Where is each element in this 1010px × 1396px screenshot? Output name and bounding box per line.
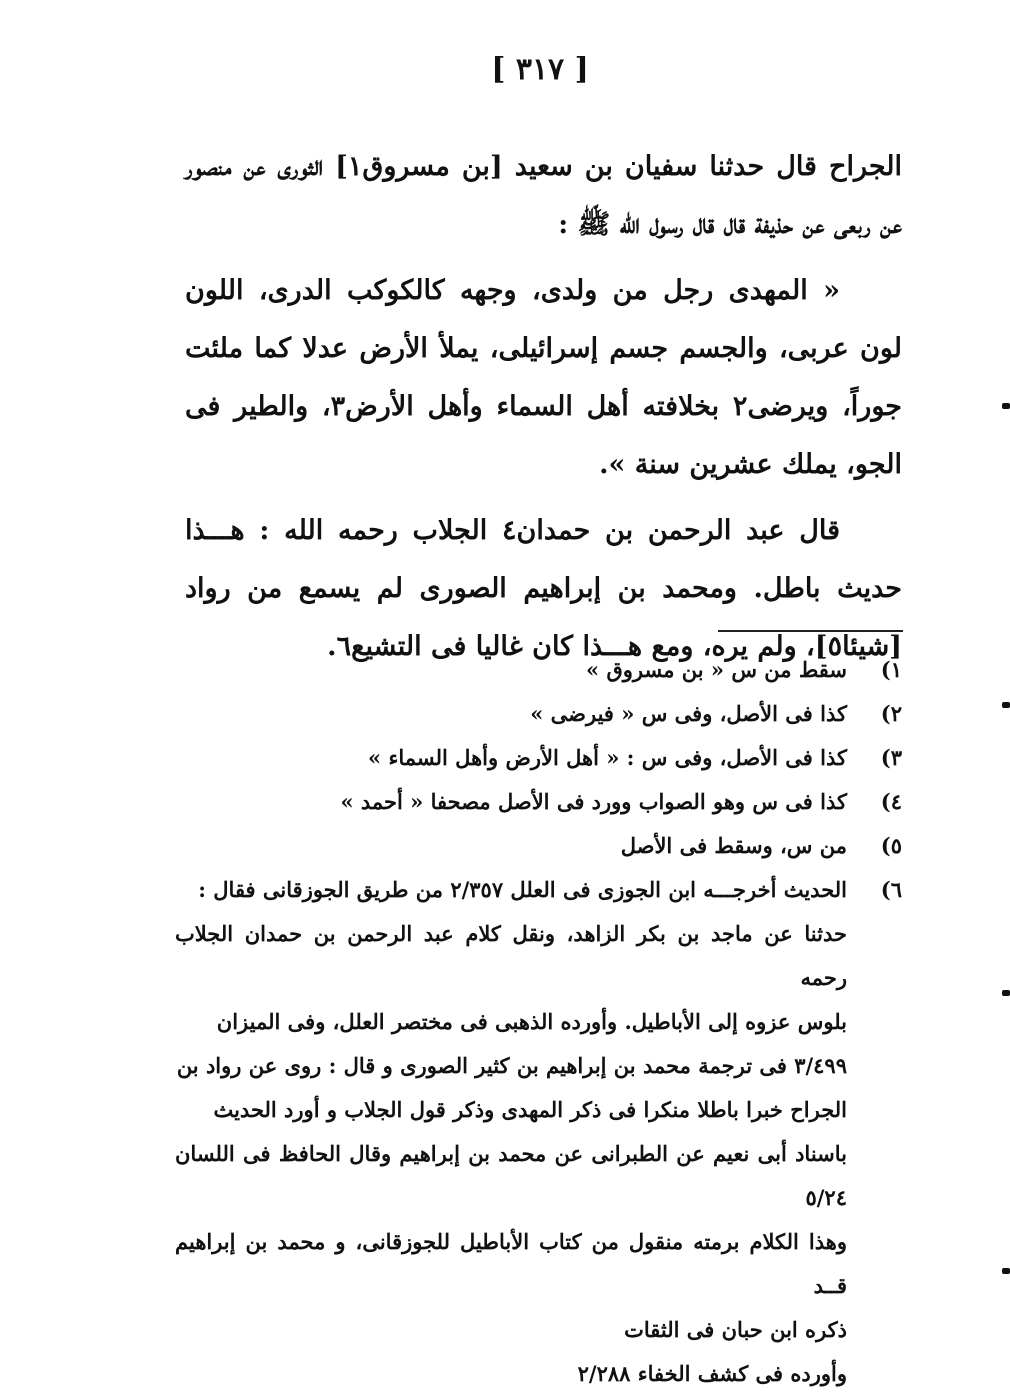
main-text — [185, 138, 902, 684]
main-paragraph-hadith-chain: الجراح قال حدثنا سفيان بن سعيد [بن مسروق١] الثورى عن منصور عن ربعى عن حذيفة قال قال رسول الله ﷺ : — [185, 151, 902, 240]
scan-edge-mark — [1002, 403, 1010, 409]
footnote-number: ٣) — [880, 745, 902, 770]
footnote-text: كذا فى س وهو الصواب وورد فى الأصل مصحفا « أحمد » — [340, 789, 847, 814]
footnote — [175, 868, 902, 1396]
footnote-number: ١) — [880, 657, 902, 682]
footnotes — [175, 648, 902, 1396]
footnote — [175, 780, 902, 824]
footnote-text-line: ٣/٤٩٩ فى ترجمة محمد بن إبراهيم بن كثير الصورى و قال : روى عن رواد بن — [176, 1053, 847, 1078]
scan-edge-mark — [1002, 990, 1010, 996]
footnote — [175, 648, 902, 692]
scan-edge-mark — [1002, 1268, 1010, 1274]
footnote-text: سقط من س « بن مسروق » — [586, 657, 847, 682]
main-paragraph-commentary: قال عبد الرحمن بن حمدان٤ الجلاب رحمه الله : هـــذا حديث باطل. ومحمد بن إبراهيم الصورى لم يسمع من رواد [شيئا٥]، ولم يره، ومع هـــذا كان غاليا فى التشيع٦. — [185, 515, 902, 662]
footnote-text: كذا فى الأصل، وفى س « فيرضى » — [530, 701, 847, 726]
scan-edge-mark — [1002, 702, 1010, 708]
footnote-text-line: الجراح خبرا باطلا منكرا فى ذكر المهدى وذكر قول الجلاب و أورد الحديث — [213, 1097, 847, 1122]
footnote-number: ٦) — [880, 877, 902, 902]
footnote-text-line: الحديث أخرجـــه ابن الجوزى فى العلل ٢/٣٥٧ من طريق الجوزقانى فقال : — [198, 877, 847, 902]
main-paragraph-hadith-text: « المهدى رجل من ولدى، وجهه كالكوكب الدرى، اللون لون عربى، والجسم جسم إسرائيلى، يملأ الأرض عدلا كما ملئت جوراً، ويرضى٢ بخلافته أهل السماء وأهل الأرض٣، والطير فى الجو، يملك عشرين سنة ». — [185, 275, 902, 480]
footnote — [175, 736, 902, 780]
footnote-text-line: وأورده فى كشف الخفاء ٢/٢٨٨ — [577, 1361, 847, 1386]
footnote — [175, 692, 902, 736]
footnote-text-line: بلوس عزوه إلى الأباطيل. وأورده الذهبى فى مختصر العلل، وفى الميزان — [216, 1009, 847, 1034]
footnote-separator — [718, 630, 903, 632]
footnote — [175, 824, 902, 868]
footnote-text-line: باسناد أبى نعيم عن الطبرانى عن محمد بن إبراهيم وقال الحافظ فى اللسان ٥/٢٤ — [175, 1141, 847, 1210]
footnote-text: من س، وسقط فى الأصل — [620, 833, 847, 858]
footnote-number: ٢) — [880, 701, 902, 726]
footnote-text: كذا فى الأصل، وفى س : « أهل الأرض وأهل السماء » — [368, 745, 847, 770]
footnote-text-line: حدثنا عن ماجد بن بكر الزاهد، ونقل كلام عبد الرحمن بن حمدان الجلاب رحمه — [175, 921, 847, 990]
footnote-number: ٤) — [880, 789, 902, 814]
footnote-number: ٥) — [880, 833, 902, 858]
page-number: [ ٣١٧ ] — [491, 52, 589, 87]
footnote-text-line: وهذا الكلام برمته منقول من كتاب الأباطيل للجوزقانى، و محمد بن إبراهيم قــد — [175, 1229, 847, 1298]
footnote-text-line: ذكره ابن حبان فى الثقات — [624, 1317, 847, 1342]
